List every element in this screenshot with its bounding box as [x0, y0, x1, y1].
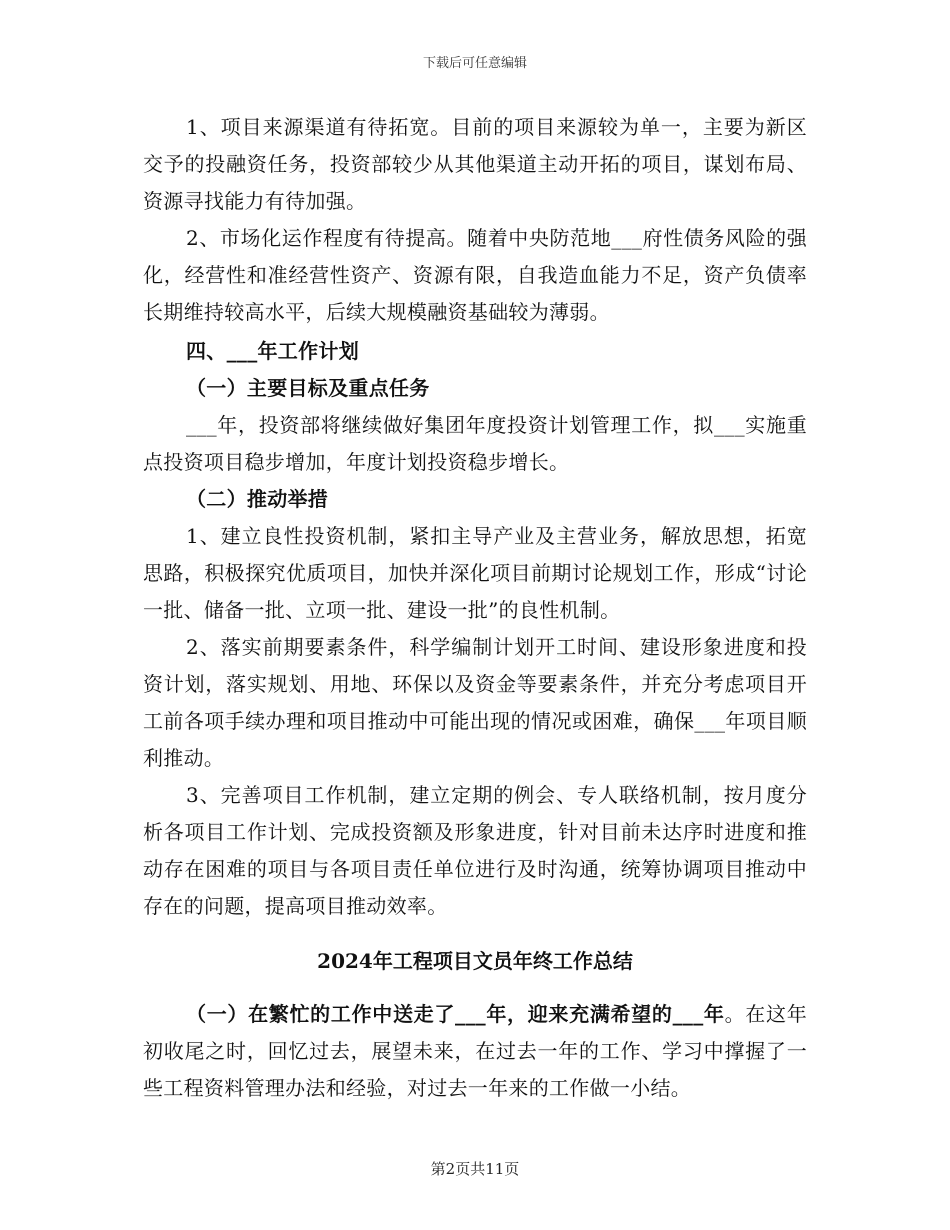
document-body [143, 109, 807, 1107]
measure-item-2: 2、落实前期要素条件，科学编制计划开工时间、建设形象进度和投资计划，落实规划、用地、环保以及资金等要素条件，并充分考虑项目开工前各项手续办理和项目推动中可能出现的情况或困难，确保___年项目顺利推动。 [143, 635, 807, 770]
document-title: 2024年工程项目文员年终工作总结 [317, 949, 633, 973]
summary-intro-paragraph [143, 996, 807, 1107]
measure-item-1: 1、建立良性投资机制，紧扣主导产业及主营业务，解放思想，拓宽思路，积极探究优质项目，加快并深化项目前期讨论规划工作，形成“讨论一批、储备一批、立项一批、建设一批”的良性机制。 [143, 524, 807, 622]
summary-intro-bold: （一）在繁忙的工作中送走了___年，迎来充满希望的___年 [186, 1002, 725, 1026]
subheading-measures: （二）推动举措 [186, 487, 329, 511]
issue-paragraph-1: 1、项目来源渠道有待拓宽。目前的项目来源较为单一，主要为新区交予的投融资任务，投资部较少从其他渠道主动开拓的项目，谋划布局、资源寻找能力有待加强。 [143, 115, 807, 213]
summary-intro-rest: 。在这年初收尾之时，回忆过去，展望未来，在过去一年的工作、学习中撑握了一些工程资料管理办法和经验，对过去一年来的工作做一小结。 [143, 1002, 807, 1100]
issue-paragraph-2: 2、市场化运作程度有待提高。随着中央防范地___府性债务风险的强化，经营性和准经营性资产、资源有限，自我造血能力不足，资产负债率长期维持较高水平，后续大规模融资基础较为薄弱。 [143, 226, 807, 324]
page-header-note: 下载后可任意编辑 [422, 56, 527, 71]
page-number: 第2页共11页 [430, 1160, 520, 1178]
measure-item-3: 3、完善项目工作机制，建立定期的例会、专人联络机制，按月度分析各项目工作计划、完成投资额及形象进度，针对目前未达序时进度和推动存在困难的项目与各项目责任单位进行及时沟通，统筹协调项目推动中存在的问题，提高项目推动效率。 [143, 783, 807, 918]
section-heading-plan: 四、___年工作计划 [186, 339, 359, 363]
subheading-goals: （一）主要目标及重点任务 [186, 376, 430, 400]
goals-paragraph: ___年，投资部将继续做好集团年度投资计划管理工作，拟___实施重点投资项目稳步增加，年度计划投资稳步增长。 [143, 413, 807, 474]
